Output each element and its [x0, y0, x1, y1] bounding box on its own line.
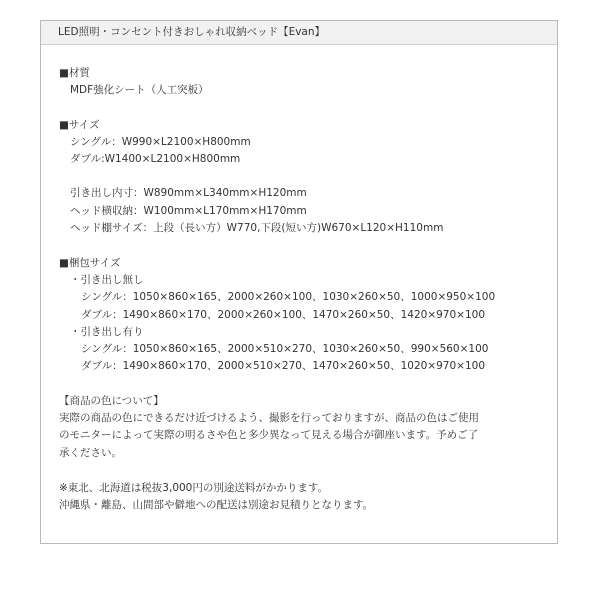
- color-note-line: 承ください。: [59, 447, 122, 459]
- product-spec-panel: [40, 20, 558, 544]
- size-head-shelf: ヘッド棚サイズ：上段（長い方）W770,下段(短い方)W670×L120×H110mm: [70, 222, 444, 234]
- color-note-line: のモニターによって実際の明るさや色と多少異なって見える場合が御座います。予めご了: [59, 429, 479, 441]
- package-with-drawer-label: ・引き出し有り: [70, 326, 144, 338]
- size-single: シングル：W990×L2100×H800mm: [70, 136, 251, 148]
- shipping-note-line: 沖縄県・離島、山間部や僻地への配送は別途お見積りとなります。: [59, 499, 374, 511]
- panel-title: LED照明・コンセント付きおしゃれ収納ベッド【Evan】: [41, 21, 557, 45]
- package-no-drawer-single: シングル：1050×860×165、2000×260×100、1030×260×50、1000×950×100: [81, 291, 496, 303]
- shipping-note-line: ※東北、北海道は税抜3,000円の別途送料がかかります。: [59, 482, 329, 494]
- color-note-line: 実際の商品の色にできるだけ近づけるよう、撮影を行っておりますが、商品の色はご使用: [59, 412, 479, 424]
- size-heading: ■サイズ: [59, 119, 100, 131]
- package-with-drawer-single: シングル：1050×860×165、2000×510×270、1030×260×50、990×560×100: [81, 343, 489, 355]
- package-no-drawer-label: ・引き出し無し: [70, 274, 144, 286]
- size-head-side-storage: ヘッド横収納：W100mm×L170mm×H170mm: [70, 205, 307, 217]
- material-heading: ■材質: [59, 67, 90, 79]
- package-no-drawer-double: ダブル：1490×860×170、2000×260×100、1470×260×50、1420×970×100: [81, 309, 485, 321]
- package-heading: ■梱包サイズ: [59, 257, 121, 269]
- size-drawer-inner: 引き出し内寸：W890mm×L340mm×H120mm: [70, 187, 307, 199]
- package-with-drawer-double: ダブル：1490×860×170、2000×510×270、1470×260×50、1020×970×100: [81, 360, 485, 372]
- material-value: MDF強化シート（人工突板）: [70, 84, 209, 96]
- size-double: ダブル:W1400×L2100×H800mm: [70, 153, 241, 165]
- color-note-heading: 【商品の色について】: [59, 395, 164, 407]
